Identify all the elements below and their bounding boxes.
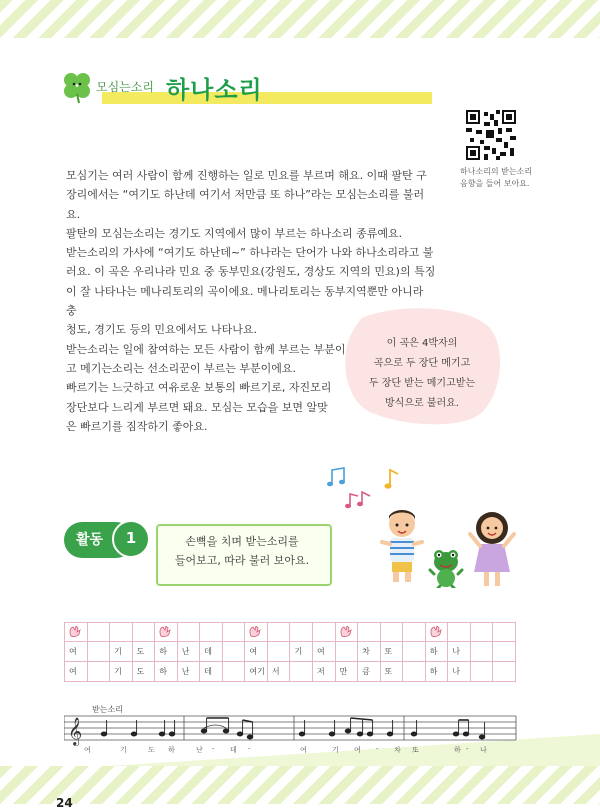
page-number: 24	[56, 796, 73, 810]
body-line: 청도, 경기도 등의 민요에서도 나타나요.	[66, 323, 257, 337]
body-line: 받는소리는 일에 참여하는 모든 사람이 함께 부르는 부분이	[66, 342, 346, 356]
clap-hand-icon	[69, 626, 81, 637]
grid-cell: 나	[448, 662, 471, 682]
clap-cell	[493, 623, 516, 642]
grid-cell	[493, 642, 516, 662]
body-line: 장단보다 느리게 부르면 돼요. 모심는 모습을 보면 알맞	[66, 400, 328, 414]
grid-cell	[335, 642, 358, 662]
activity-text-line: 들어보고, 따라 불러 보아요.	[174, 554, 310, 567]
grid-cell: 여	[65, 642, 88, 662]
activity-number: 1	[112, 520, 150, 558]
rhythm-grid	[64, 622, 516, 684]
lyric-row-1	[65, 642, 516, 662]
treble-clef-icon: 𝄞	[68, 717, 83, 745]
boy-character-illustration	[378, 508, 426, 586]
grid-cell: 여	[245, 642, 268, 662]
lyric-syllable: 하	[168, 746, 175, 754]
qr-code-icon[interactable]	[466, 110, 516, 160]
bubble-line: 방식으로 불러요.	[385, 398, 459, 409]
grid-cell: 여	[313, 642, 336, 662]
lyric-syllable: -	[248, 745, 251, 753]
lyric-row-2	[65, 662, 516, 682]
grid-cell: 차	[358, 642, 381, 662]
body-line: 고 메기는소리는 선소리꾼이 부르는 부분이에요.	[66, 361, 297, 375]
clap-cell	[245, 623, 268, 642]
lyric-syllable: 기	[332, 746, 339, 754]
grid-cell	[493, 662, 516, 682]
staff-label: 받는소리	[92, 705, 123, 714]
lyric-syllable: -	[212, 745, 215, 753]
section-subtitle: 모심는소리	[96, 80, 154, 94]
activity-instruction-text	[162, 532, 322, 570]
grid-cell: 하	[425, 642, 448, 662]
girl-character-illustration	[466, 508, 518, 590]
grid-cell	[470, 642, 493, 662]
clap-cell	[155, 623, 178, 642]
qr-caption-line: 음향을 들어 보아요.	[460, 179, 530, 188]
grid-cell: 데	[200, 662, 223, 682]
grid-cell: 저	[313, 662, 336, 682]
bubble-text	[352, 334, 492, 414]
section-title: 하나소리	[166, 76, 263, 104]
grid-cell: 도	[132, 662, 155, 682]
body-line: 은 빠르기를 짐작하기 좋아요.	[66, 419, 208, 433]
body-line: 러요. 이 곡은 우리나라 민요 중 동부민요(강원도, 경상도 지역의 민요)의 특징	[66, 265, 436, 279]
activity-label: 활동	[64, 522, 134, 558]
grid-cell: 나	[448, 642, 471, 662]
grid-cell: 또	[380, 662, 403, 682]
grid-cell	[267, 642, 290, 662]
bubble-line: 곡으로 두 장단 메기고	[373, 358, 471, 369]
frog-character-illustration	[428, 548, 464, 588]
body-line: 모심기는 여러 사람이 함께 진행하는 일로 민요를 부르며 해요. 이때 팔탄 구	[66, 169, 427, 182]
clap-hand-icon	[430, 626, 442, 637]
music-staff	[64, 706, 520, 766]
clap-cell	[222, 623, 245, 642]
clap-cell	[110, 623, 133, 642]
lyric-syllable: 차	[394, 746, 401, 754]
clap-hand-icon	[159, 626, 171, 637]
grid-cell: 하	[155, 662, 178, 682]
grid-cell	[470, 662, 493, 682]
clover-icon	[62, 70, 92, 104]
lyric-syllable: 나	[480, 746, 487, 754]
clap-cell	[132, 623, 155, 642]
grid-cell	[222, 662, 245, 682]
bubble-line: 이 곡은 4박자의	[386, 338, 458, 349]
grid-cell: 도	[132, 642, 155, 662]
lyric-syllable: 여	[84, 746, 91, 754]
lyric-syllable: 데	[230, 746, 237, 754]
clap-cell	[177, 623, 200, 642]
grid-cell: 서	[267, 662, 290, 682]
clap-cell	[65, 623, 88, 642]
grid-cell	[403, 662, 426, 682]
grid-cell	[290, 662, 313, 682]
clap-hand-icon	[249, 626, 261, 637]
grid-cell: 또	[380, 642, 403, 662]
grid-cell: 큼	[358, 662, 381, 682]
grid-cell: 데	[200, 642, 223, 662]
grid-cell	[222, 642, 245, 662]
grid-cell: 기	[290, 642, 313, 662]
grid-cell: 여	[65, 662, 88, 682]
rhythm-table	[64, 622, 516, 682]
body-line: 팔탄의 모심는소리는 경기도 지역에서 많이 부르는 하나소리 종류예요.	[66, 226, 403, 240]
clap-cell	[200, 623, 223, 642]
clap-cell	[313, 623, 336, 642]
activity-badge	[64, 522, 144, 558]
bottom-stripe-band	[0, 766, 600, 804]
staff-lyrics	[84, 745, 514, 757]
clap-cell	[87, 623, 110, 642]
clap-cell	[335, 623, 358, 642]
clap-cell	[358, 623, 381, 642]
lyric-syllable: 난	[196, 746, 203, 754]
music-notes-icon	[326, 462, 406, 512]
lyric-syllable: 하	[454, 746, 461, 754]
clap-cell	[267, 623, 290, 642]
section-header	[62, 70, 432, 110]
clap-cell	[470, 623, 493, 642]
page-content	[0, 38, 600, 810]
clap-row	[65, 623, 516, 642]
grid-cell	[403, 642, 426, 662]
grid-cell: 하	[425, 662, 448, 682]
grid-cell	[87, 642, 110, 662]
lyric-syllable: 기	[120, 746, 127, 754]
activity-text-line: 손뼉을 치며 받는소리를	[185, 535, 299, 548]
clap-cell	[425, 623, 448, 642]
qr-caption-line: 하나소리의 받는소리	[460, 167, 533, 176]
grid-cell: 기	[110, 662, 133, 682]
grid-cell: 기	[110, 642, 133, 662]
lyric-syllable: -	[376, 745, 379, 753]
grid-cell: 난	[177, 662, 200, 682]
grid-cell: 하	[155, 642, 178, 662]
grid-cell: 만	[335, 662, 358, 682]
clap-cell	[403, 623, 426, 642]
lyric-syllable: -	[466, 745, 469, 753]
lyric-syllable: 여	[300, 746, 307, 754]
top-stripe-band	[0, 0, 600, 38]
lyric-syllable: 도	[148, 746, 155, 754]
body-line: 빠르기는 느긋하고 여유로운 보통의 빠르기로, 자진모리	[66, 381, 332, 395]
clap-hand-icon	[340, 626, 352, 637]
body-line: 받는소리의 가사에 “여기도 하난데~” 하나라는 단어가 나와 하나소리라고 불	[66, 246, 434, 260]
lyric-syllable: 여	[354, 746, 361, 754]
body-line: 장리에서는 “여기도 하난데 여기서 저만큼 또 하나”라는 모심는소리를 불러요.	[66, 188, 425, 221]
lyric-syllable: 또	[412, 746, 419, 754]
clap-cell	[380, 623, 403, 642]
clap-cell	[290, 623, 313, 642]
grid-cell: 난	[177, 642, 200, 662]
qr-caption	[460, 166, 580, 190]
body-line: 이 잘 나타나는 메나리토리의 곡이에요. 메나리토리는 동부지역뿐만 아니라 충	[66, 284, 424, 318]
clap-cell	[448, 623, 471, 642]
bubble-line: 두 장단 받는 메기고받는	[368, 378, 476, 389]
grid-cell: 여기	[245, 662, 268, 682]
grid-cell	[87, 662, 110, 682]
